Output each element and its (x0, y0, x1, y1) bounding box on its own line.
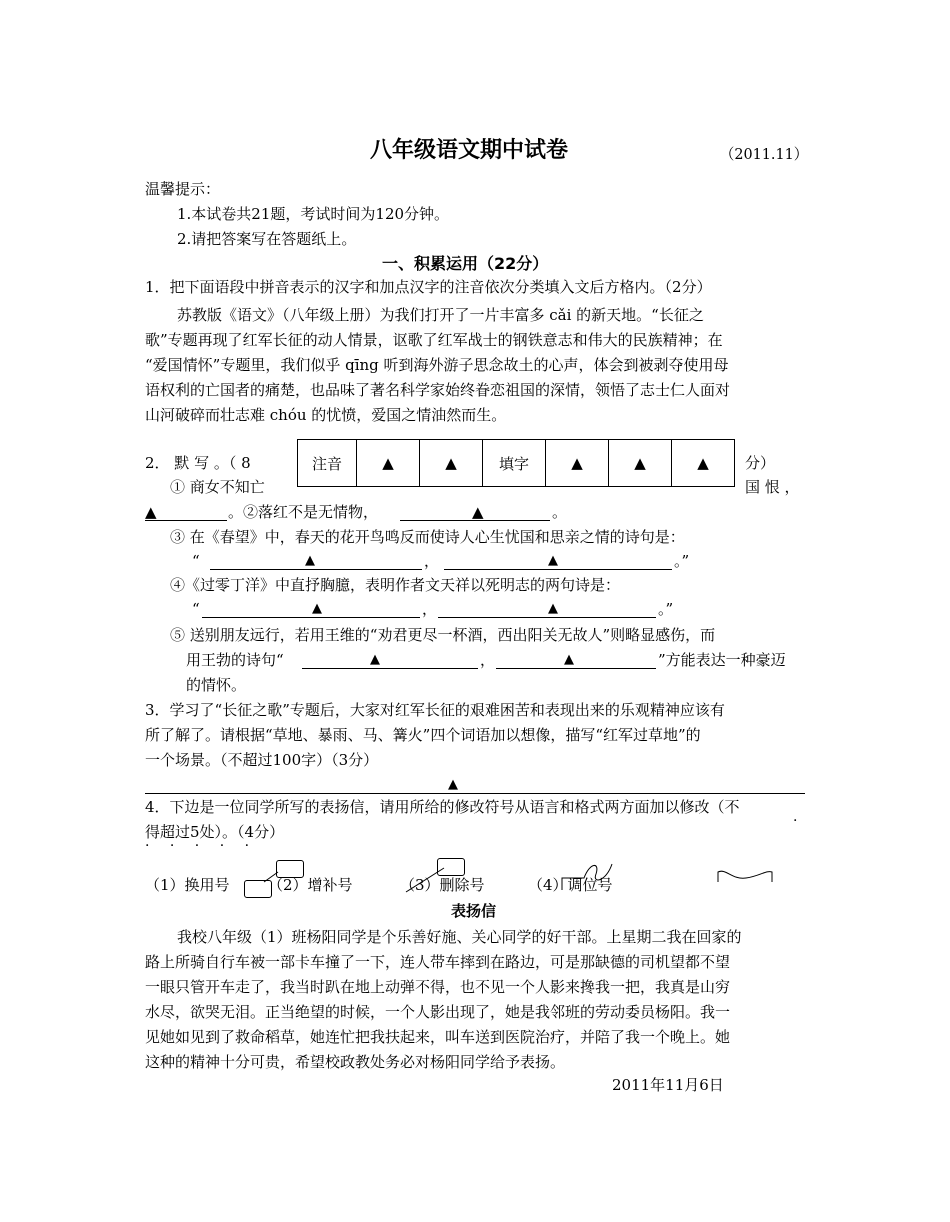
q2-item5-end: 的情怀。 (186, 676, 247, 694)
blank-marker: ▲ (370, 652, 380, 667)
table-cell[interactable]: ▲ (609, 440, 672, 487)
q2-item4: ④《过零丁洋》中直抒胸臆，表明作者文天祥以死明志的两句诗是： (170, 576, 621, 594)
blank-marker: ▲ (564, 652, 574, 667)
table-cell: 填字 (483, 440, 546, 487)
comma: ， (422, 600, 438, 618)
letter-title: 表扬信 (451, 902, 497, 920)
symbol-insert-label: （2）增补号 (268, 876, 353, 894)
letter-line: 路上所骑自行车被一部卡车撞了一下，连人带车摔到在路边，可是那缺德的司机望都不望 (145, 953, 731, 971)
q2-stem: 2． 默 写 。（ 8 (145, 454, 251, 472)
blank-marker: ▲ (448, 777, 458, 792)
letter-line: 一眼只管开车走了，我当时趴在地上动弹不得，也不见一个人影来搀我一把，我真是山穷 (145, 978, 731, 996)
answer-blank[interactable] (438, 617, 656, 618)
emphasis-dot: · (793, 813, 798, 829)
q2-item3: ③ 在《春望》中，春天的花开鸟鸣反而使诗人心生忧国和思亲之情的诗句是： (170, 528, 685, 546)
q3-line: 一个场景。（不超过100字）（3分） (145, 751, 379, 769)
q2-stem-end: 分） (745, 454, 776, 472)
letter-line: 我校八年级（1）班杨阳同学是个乐善好施、关心同学的好干部。上星期二我在回家的 (177, 928, 742, 946)
q1-line: 语权利的亡国者的痛楚，也品味了著名科学家始终眷恋祖国的深情，领悟了志士仁人面对 (145, 381, 731, 399)
blank-marker: ▲ (548, 553, 558, 568)
blank-marker: ▲ (305, 553, 315, 568)
symbol-swap-label: （4）调位号 (528, 876, 613, 894)
letter-date: 2011年11月6日 (612, 1076, 724, 1094)
answer-blank[interactable] (496, 668, 656, 669)
q4-line: 得超过5处）。（4分） (145, 823, 285, 841)
tip-item: 2.请把答案写在答题纸上。 (177, 230, 357, 248)
q1-line: 山河破碎而壮志难 chóu 的忧愤，爱国之情油然而生。 (145, 406, 507, 424)
quote-open: “ (192, 600, 200, 618)
answer-line[interactable] (145, 793, 805, 794)
swap-bracket-icon (716, 868, 776, 888)
table-cell[interactable]: ▲ (357, 440, 420, 487)
q2-item5-tail: ”方能表达一种豪迈 (658, 651, 786, 669)
tips-heading: 温馨提示： (145, 180, 221, 198)
answer-table (297, 439, 735, 487)
q3-line: 3．学习了“长征之歌”专题后，大家对红军长征的艰难困苦和表现出来的乐观精神应该有 (145, 701, 725, 719)
table-cell[interactable]: ▲ (420, 440, 483, 487)
letter-line: 水尽，欲哭无泪。正当绝望的时候，一个人影出现了，她是我邻班的劳动委员杨阳。我一 (145, 1003, 731, 1021)
letter-line: 这种的精神十分可贵，希望校政教处务必对杨阳同学给予表扬。 (145, 1053, 566, 1071)
quote-open: “ (192, 552, 200, 570)
q2-item2: 。②落红不是无情物， (228, 503, 379, 521)
answer-blank[interactable] (444, 569, 672, 570)
q2-item1-tail: 国 恨 ， (745, 478, 800, 496)
q1-line: 苏教版《语文》（八年级上册）为我们打开了一片丰富多 cǎi 的新天地。“长征之 (177, 306, 704, 324)
table-cell: 注音 (298, 440, 357, 487)
blank-marker: ▲ (548, 601, 558, 616)
blank-marker: ▲ (312, 601, 322, 616)
swap-symbol-icon (556, 858, 620, 894)
exam-date: （2011.11） (720, 145, 809, 163)
blank-marker: ▲ (145, 503, 157, 521)
answer-blank[interactable] (210, 569, 422, 570)
symbol-replace-label: （1）换用号 (145, 876, 230, 894)
table-cell[interactable]: ▲ (546, 440, 609, 487)
comma: ， (424, 552, 440, 570)
q2-item5: ⑤ 送别朋友远行，若用王维的“劝君更尽一杯酒，西出阳关无故人”则略显感伤，而 (170, 626, 716, 644)
quote-close: 。” (658, 600, 674, 618)
q1-line: 歌”专题再现了红军长征的动人情景，讴歌了红军战士的钢铁意志和伟大的民族精神；在 (145, 331, 723, 349)
q3-line: 所了解了。请根据“草地、暴雨、马、篝火”四个词语加以想像，描写“红军过草地”的 (145, 726, 701, 744)
tip-item: 1.本试卷共21题，考试时间为120分钟。 (177, 205, 450, 223)
symbol-delete-label: （3）删除号 (400, 876, 485, 894)
section-title: 一、积累运用（22分） (382, 254, 549, 273)
q1-stem: 1．把下面语段中拼音表示的汉字和加点汉字的注音依次分类填入文后方格内。（2分） (145, 278, 712, 296)
q4-line: 4．下边是一位同学所写的表扬信，请用所给的修改符号从语言和格式两方面加以修改（不 (145, 798, 740, 816)
quote-close: 。” (674, 552, 690, 570)
answer-blank[interactable] (202, 617, 420, 618)
punctuation: 。 (552, 503, 568, 521)
page-title: 八年级语文期中试卷 (370, 138, 569, 163)
q2-item5-lead: 用王勃的诗句“ (186, 651, 284, 669)
comma: ， (480, 651, 496, 669)
emphasis-dots: · · · · · (145, 838, 258, 854)
answer-blank[interactable] (302, 668, 478, 669)
q1-line: “爱国情怀”专题里，我们似乎 qīng 听到海外游子思念故土的心声，体会到被剥夺使用母 (145, 356, 729, 374)
q2-item1: ① 商女不知亡 (170, 478, 265, 496)
blank-marker: ▲ (472, 503, 484, 521)
letter-line: 见她如见到了救命稻草，她连忙把我扶起来，叫车送到医院治疗，并陪了我一个晚上。她 (145, 1028, 731, 1046)
table-cell[interactable]: ▲ (672, 440, 735, 487)
answer-blank[interactable] (145, 520, 227, 521)
